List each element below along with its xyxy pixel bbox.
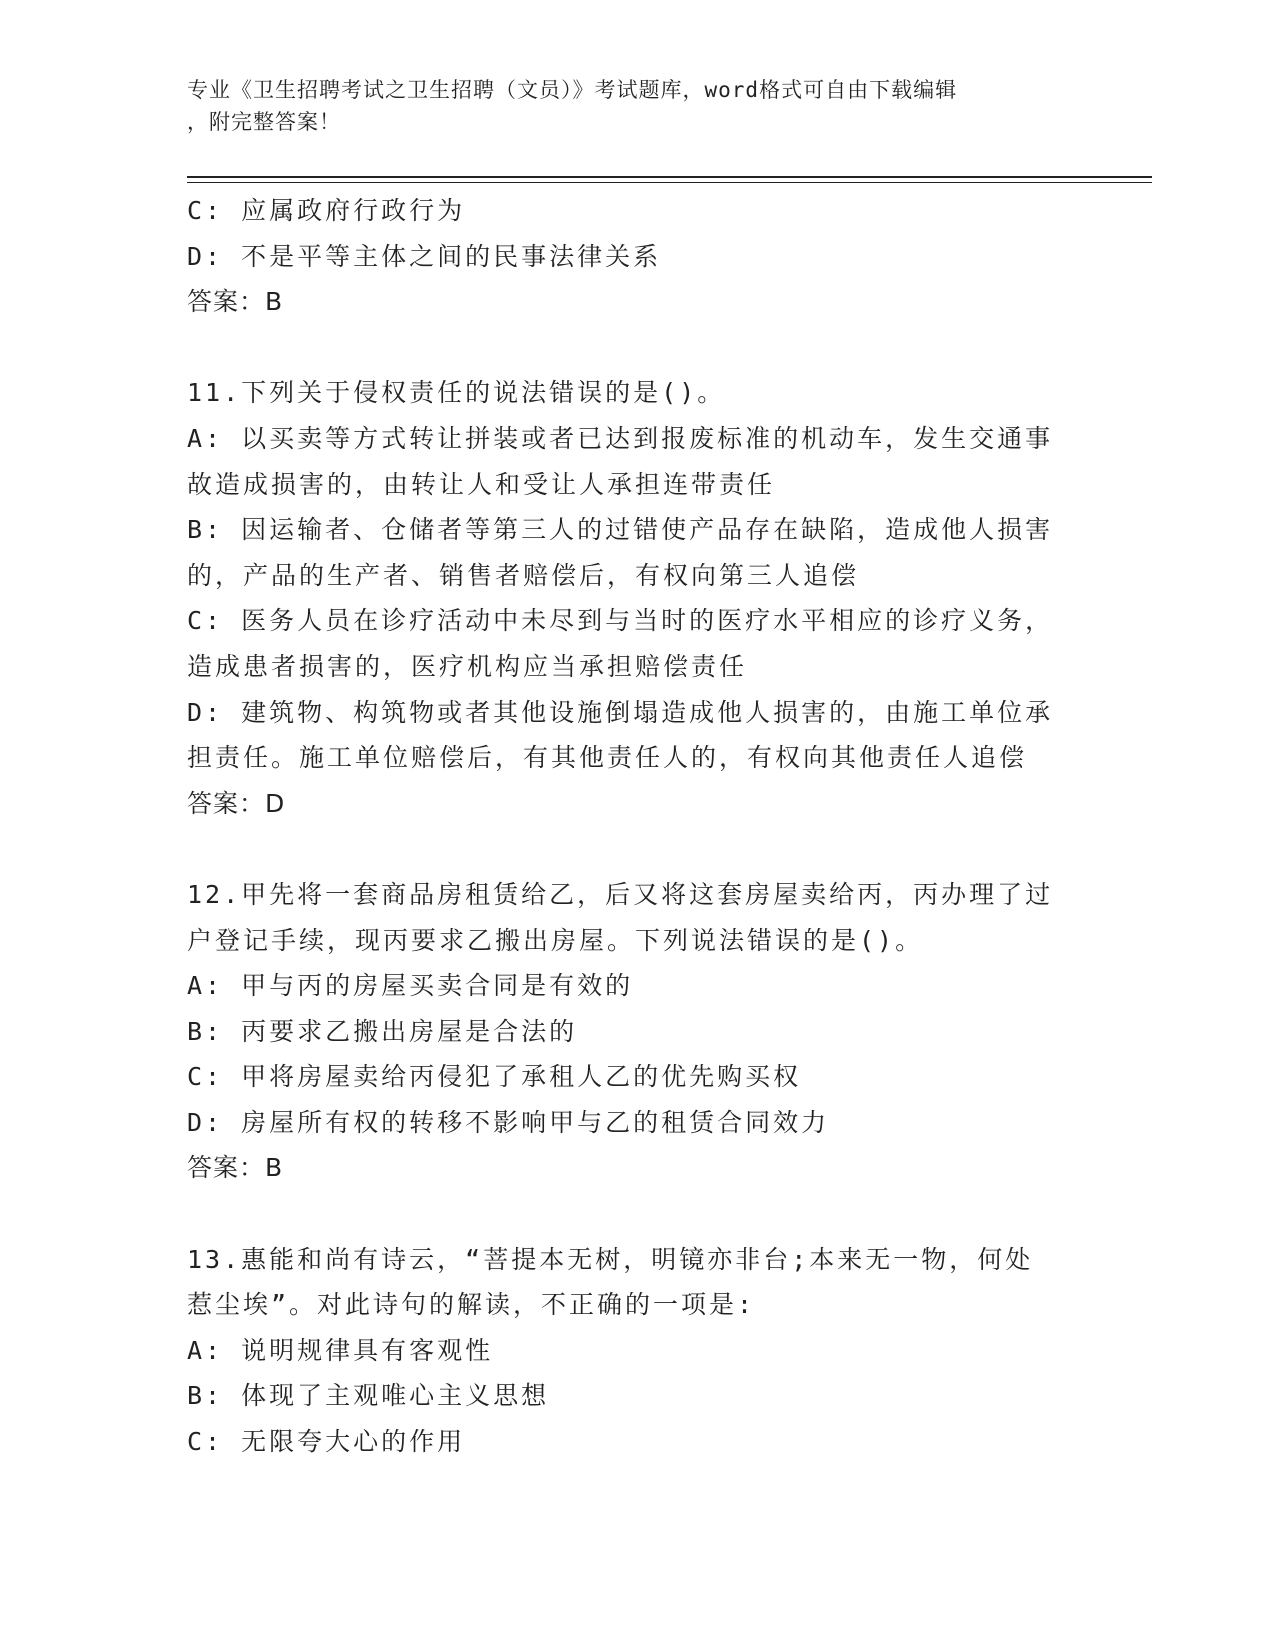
question-list bbox=[187, 188, 1087, 1465]
header-line-1: 专业《卫生招聘考试之卫生招聘（文员）》考试题库，word格式可自由下载编辑 bbox=[187, 78, 958, 102]
q10-option-d: D: 不是平等主体之间的民事法律关系 bbox=[187, 241, 662, 271]
q12-option-a: A: 甲与丙的房屋买卖合同是有效的 bbox=[187, 971, 634, 1001]
question-10 bbox=[187, 188, 1087, 325]
q10-answer: 答案：B bbox=[187, 287, 284, 317]
q11-option-b-line-2: 的，产品的生产者、销售者赔偿后，有权向第三人追偿 bbox=[187, 560, 860, 590]
q11-answer: 答案：D bbox=[187, 788, 286, 818]
q11-option-d-line-1: D: 建筑物、构筑物或者其他设施倒塌造成他人损害的，由施工单位承 bbox=[187, 697, 1054, 727]
q11-option-a-line-1: A: 以买卖等方式转让拼装或者已达到报废标准的机动车，发生交通事 bbox=[187, 423, 1054, 453]
question-gap bbox=[187, 1191, 1087, 1237]
header-rule-thick bbox=[187, 176, 1152, 178]
header-rule-thin bbox=[187, 182, 1152, 183]
q13-option-a: A: 说明规律具有客观性 bbox=[187, 1335, 494, 1365]
q12-option-c: C: 甲将房屋卖给丙侵犯了承租人乙的优先购买权 bbox=[187, 1062, 802, 1092]
q13-stem-line-1: 13.惠能和尚有诗云，“菩提本无树，明镜亦非台;本来无一物，何处 bbox=[187, 1244, 1034, 1274]
question-13 bbox=[187, 1237, 1087, 1465]
q11-stem: 11.下列关于侵权责任的说法错误的是()。 bbox=[187, 378, 726, 408]
q13-option-c: C: 无限夸大心的作用 bbox=[187, 1427, 466, 1457]
question-12 bbox=[187, 872, 1087, 1191]
q10-option-c: C: 应属政府行政行为 bbox=[187, 196, 466, 225]
q12-stem-line-2: 户登记手续，现丙要求乙搬出房屋。下列说法错误的是()。 bbox=[187, 925, 924, 955]
q12-answer: 答案：B bbox=[187, 1153, 284, 1183]
q12-option-b: B: 丙要求乙搬出房屋是合法的 bbox=[187, 1016, 578, 1046]
q13-stem-line-2: 惹尘埃”。对此诗句的解读，不正确的一项是: bbox=[187, 1290, 756, 1320]
q11-option-a-line-2: 故造成损害的，由转让人和受让人承担连带责任 bbox=[187, 469, 776, 499]
q12-stem-line-1: 12.甲先将一套商品房租赁给乙，后又将这套房屋卖给丙，丙办理了过 bbox=[187, 879, 1054, 909]
q11-option-c-line-2: 造成患者损害的，医疗机构应当承担赔偿责任 bbox=[187, 651, 748, 681]
q13-option-b: B: 体现了主观唯心主义思想 bbox=[187, 1381, 550, 1411]
document-header bbox=[187, 74, 1087, 138]
question-gap bbox=[187, 826, 1087, 872]
header-line-2: ，附完整答案！ bbox=[187, 110, 341, 134]
q11-option-d-line-2: 担责任。施工单位赔偿后，有其他责任人的，有权向其他责任人追偿 bbox=[187, 743, 1028, 773]
q12-option-d: D: 房屋所有权的转移不影响甲与乙的租赁合同效力 bbox=[187, 1107, 830, 1137]
question-11 bbox=[187, 370, 1087, 826]
q11-option-c-line-1: C: 医务人员在诊疗活动中未尽到与当时的医疗水平相应的诊疗义务， bbox=[187, 606, 1054, 636]
question-gap bbox=[187, 325, 1087, 371]
q11-option-b-line-1: B: 因运输者、仓储者等第三人的过错使产品存在缺陷，造成他人损害 bbox=[187, 515, 1054, 545]
